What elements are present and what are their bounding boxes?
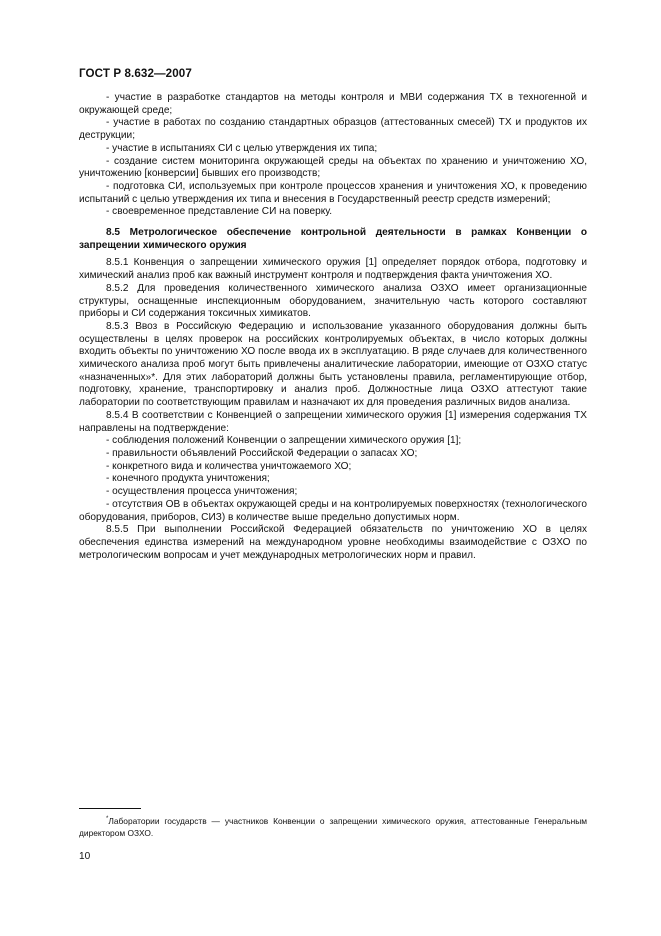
list-item: - конечного продукта уничтожения; <box>106 473 270 485</box>
paragraph: 8.5.1 Конвенция о запрещении химического оружия [1] определяет порядок отбора, подготовку и химический анализ проб как важный инструмент контроля и подтверждения факта уничтожения ХО. <box>79 257 587 282</box>
paragraph: - участие в работах по созданию стандартных образцов (аттестованных смесей) ТХ и продуктов их деструкции; <box>79 117 587 142</box>
paragraph: 8.5.4 В соответствии с Конвенцией о запрещении химического оружия [1] измерения содержания ТХ направлены на подтверждение: <box>79 409 587 434</box>
document-header: ГОСТ Р 8.632—2007 <box>79 67 192 80</box>
paragraph: - подготовка СИ, используемых при контроле процессов хранения и уничтожения ХО, к проведению испытаний с целью утверждения их типа и внесения в Государственный реестр средств измерений; <box>79 180 587 205</box>
footnote-divider <box>79 808 141 809</box>
paragraph: - участие в испытаниях СИ с целью утверждения их типа; <box>106 142 378 154</box>
list-item: - отсутствия ОВ в объектах окружающей среды и на контролируемых поверхностях (технологического оборудования, приборов, СИЗ) в количестве выше предельно допустимых норм. <box>79 498 587 523</box>
paragraph: - своевременное представление СИ на поверку. <box>106 206 333 218</box>
body-text <box>79 92 587 562</box>
paragraph: 8.5.5 При выполнении Российской Федерацией обязательств по уничтожению ХО в целях обеспечения единства измерений на международном уровне необходимы взаимодействие с ОЗХО по метрологическим вопросам и учет международных метрологических норм и правил. <box>79 524 587 561</box>
paragraph: - создание систем мониторинга окружающей среды на объектах по хранению и уничтожению ХО, уничтожению [конверсии] бывших его производств; <box>79 155 587 180</box>
list-item: - конкретного вида и количества уничтожаемого ХО; <box>106 460 352 472</box>
footnote-marker: * <box>106 816 109 822</box>
page-number: 10 <box>79 851 91 862</box>
list-item: - осуществления процесса уничтожения; <box>106 486 298 498</box>
footnote-text <box>79 813 587 839</box>
paragraph: 8.5.3 Ввоз в Российскую Федерацию и использование указанного оборудования должны быть осуществлены в целях проверок на российских контролируемых объектах, в число которых должны входить объекты по уничтожению ХО после ввода их в эксплуатацию. В ряде случаев для количественного химического анализа проб могут быть привлечены аналитические лаборатории, имеющие от ОЗХО статус «назначенных»*. Для этих лабораторий должны быть установлены правила, регламентирующие отбор, подготовку, хранение, транспортировку и анализ проб. Должностные лица ОЗХО аттестуют такие лаборатории по соответствующим правилам и назначают их для проведения различных видов анализа. <box>79 320 587 409</box>
paragraph: 8.5.2 Для проведения количественного химического анализа ОЗХО имеет организационные структуры, оснащенные инспекционным оборудованием, значительную часть которого составляют приборы и СИ содержания токсичных химикатов. <box>79 282 587 320</box>
footnote <box>79 813 587 839</box>
list-item: - соблюдения положений Конвенции о запрещении химического оружия [1]; <box>106 435 462 447</box>
list-item: - правильности объявлений Российской Федерации о запасах ХО; <box>106 447 418 459</box>
section-title: 8.5 Метрологическое обеспечение контрольной деятельности в рамках Конвенции о запрещении химического оружия <box>79 227 587 251</box>
paragraph: - участие в разработке стандартов на методы контроля и МВИ содержания ТХ в техногенной и окружающей среде; <box>79 92 587 116</box>
footnote-body: Лаборатории государств — участников Конвенции о запрещении химического оружия, аттестованные Генеральным директором ОЗХО. <box>79 815 587 838</box>
